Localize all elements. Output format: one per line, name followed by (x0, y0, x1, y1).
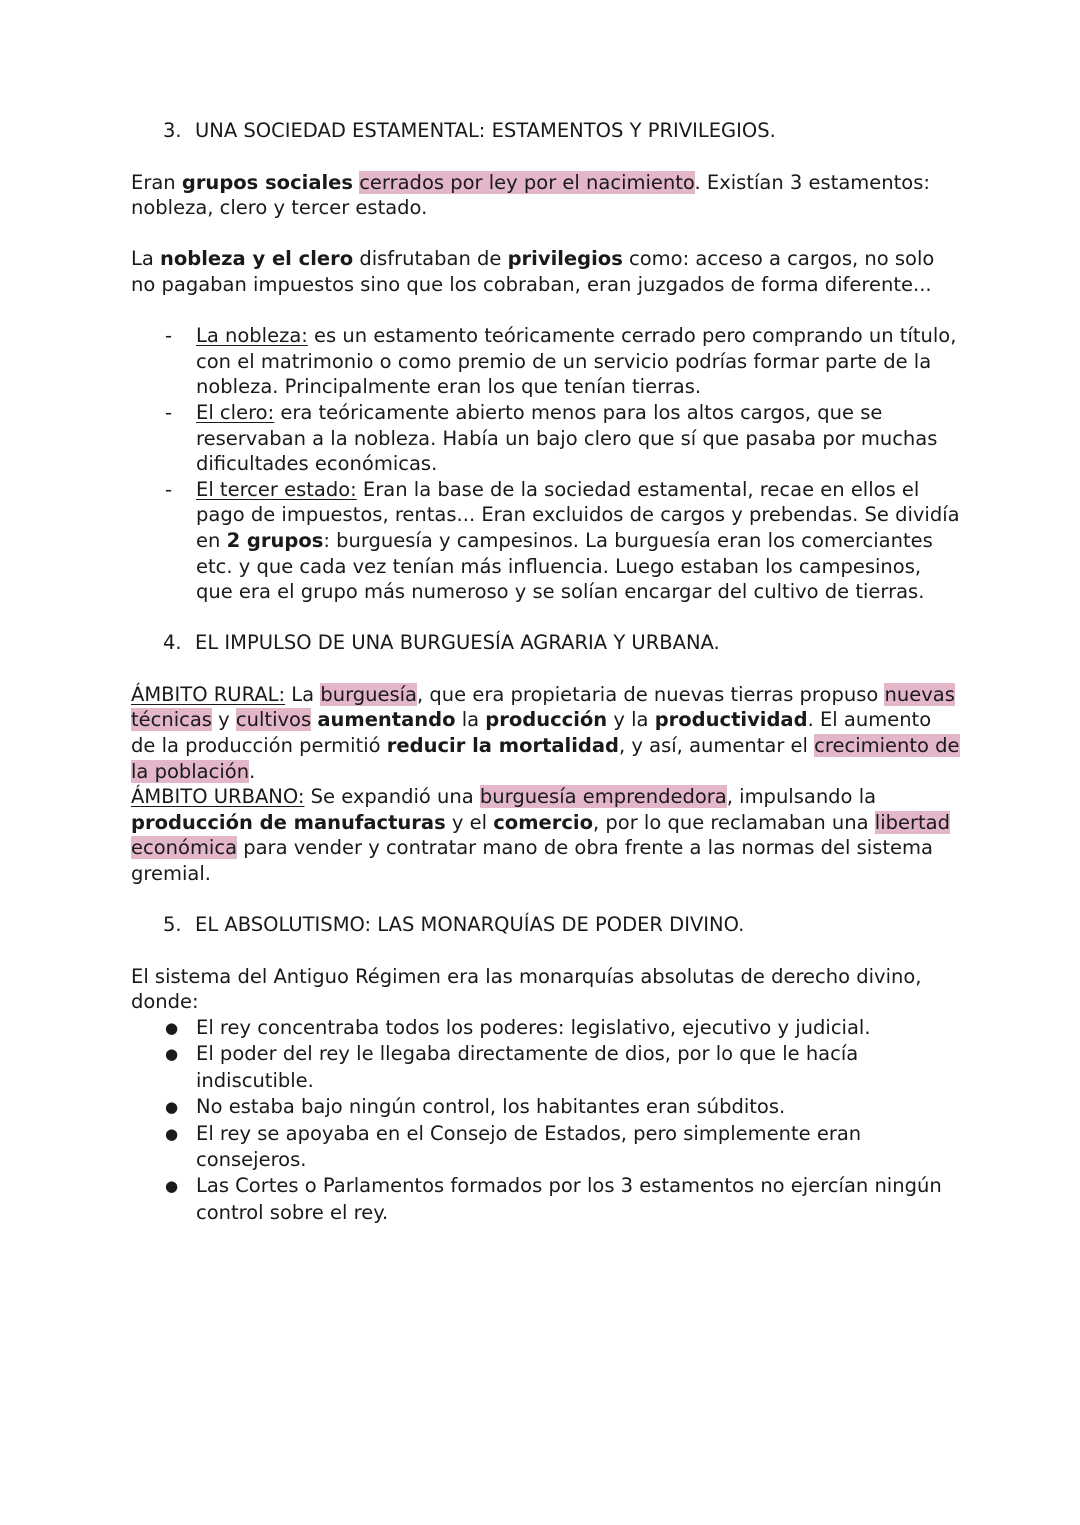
bullet-dot-icon: ● (165, 1019, 179, 1037)
ambito-label: ÁMBITO URBANO: (131, 785, 305, 809)
highlight: cultivos (235, 708, 312, 732)
section-title: UNA SOCIEDAD ESTAMENTAL: ESTAMENTOS Y PRIVILEGIOS. (195, 119, 776, 142)
highlight: cerrados por ley por el nacimiento (359, 170, 695, 194)
paragraph-estamentos: Eran grupos sociales cerrados por ley por el nacimiento. Existían 3 estamentos: nobleza, clero y tercer estado. (131, 170, 930, 220)
bold-term: privilegios (507, 247, 623, 271)
paragraph-ambito-urbano: ÁMBITO URBANO: Se expandió una burguesía emprendedora, impulsando la producción de manufacturas y el comercio, por lo que reclamaban una libertad económica para vender y contratar mano de obra frente a las normas del sistema gremial. (131, 785, 950, 886)
paragraph-privilegios: La nobleza y el clero disfrutaban de privilegios como: acceso a cargos, no solo no pagaban impuestos sino que los cobraban, eran juzgados de forma diferente... (131, 247, 935, 296)
section-3-heading (131, 118, 961, 144)
highlight: crecimiento de la población (131, 734, 960, 783)
list-item: ● No estaba bajo ningún control, los habitantes eran súbditos. (131, 1094, 961, 1120)
highlight: burguesía emprendedora (479, 785, 727, 809)
bullet-dot-icon: ● (165, 1124, 179, 1143)
list-item: ● El rey concentraba todos los poderes: legislativo, ejecutivo y judicial. (131, 1015, 961, 1041)
list-item-clero: - El clero: era teóricamente abierto menos para los altos cargos, que se reservaban a la nobleza. Había un bajo clero que sí que pasaba por muchas dificultades económicas. (165, 400, 938, 476)
bold-term: reducir la mortalidad (386, 734, 620, 758)
document-page (131, 118, 961, 1226)
section-number: 4. (163, 631, 182, 655)
absolutismo-list (131, 1015, 961, 1226)
bold-term: producción de manufacturas (131, 810, 446, 834)
dash-marker: - (165, 477, 173, 501)
highlight: libertad económica (131, 810, 950, 860)
bullet-dot-icon: ● (165, 1177, 179, 1196)
list-item-nobleza: - La nobleza: es un estamento teóricamente cerrado pero comprando un título, con el matrimonio o como premio de un servicio podrías formar parte de la nobleza. Principalmente eran los que tenían tierras. (165, 324, 957, 399)
bold-term: comercio (493, 810, 594, 834)
bold-term: producción (485, 708, 608, 732)
highlight: burguesía (320, 682, 417, 706)
paragraph-ambito-rural: ÁMBITO RURAL: La burguesía, que era propietaria de nuevas tierras propuso nuevas técnicas y cultivos aumentando la producción y la productividad. El aumento de la producción permitió reducir la mortalidad, y así, aumentar el crecimiento de la población. (131, 682, 960, 783)
item-label: La nobleza: (196, 324, 308, 348)
dash-marker: - (165, 400, 173, 424)
highlight: nuevas técnicas (131, 682, 955, 732)
item-label: El clero: (196, 400, 275, 424)
bold-term: nobleza y el clero (160, 247, 354, 271)
section-4-heading (131, 630, 961, 656)
section-title: EL ABSOLUTISMO: LAS MONARQUÍAS DE PODER DIVINO. (195, 913, 745, 937)
bold-term: grupos sociales (181, 170, 353, 194)
bold-term: aumentando (317, 708, 456, 732)
section-title: EL IMPULSO DE UNA BURGUESÍA AGRARIA Y URBANA. (195, 631, 720, 655)
section-number: 3. (163, 119, 182, 142)
item-label: El tercer estado: (196, 477, 357, 501)
bullet-dot-icon: ● (165, 1098, 179, 1117)
list-item: ● Las Cortes o Parlamentos formados por los 3 estamentos no ejercían ningún control sobre el rey. (165, 1174, 942, 1224)
bullet-dot-icon: ● (165, 1045, 179, 1064)
section-5-heading (131, 912, 961, 938)
section-number: 5. (163, 913, 182, 937)
list-item: ● El poder del rey le llegaba directamente de dios, por lo que le hacía indiscutible. (165, 1042, 859, 1092)
ambito-label: ÁMBITO RURAL: (131, 682, 286, 706)
bold-term: 2 grupos (226, 528, 324, 552)
dash-marker: - (165, 324, 173, 348)
paragraph-absolutismo-intro: El sistema del Antiguo Régimen era las monarquías absolutas de derecho divino, donde: (131, 964, 922, 1014)
estamentos-list (131, 323, 961, 605)
list-item: ● El rey se apoyaba en el Consejo de Estados, pero simplemente eran consejeros. (165, 1121, 862, 1172)
list-item-tercer-estado: - El tercer estado: Eran la base de la sociedad estamental, recae en ellos el pago de impuestos, rentas... Eran excluidos de cargos y prebendas. Se dividía en 2 grupos: burguesía y campesinos. La burguesía eran los comerciantes etc. y que cada vez tenían más influencia. Luego estaban los campesinos, que era el grupo más numeroso y se solían encargar del cultivo de tierras. (165, 477, 960, 604)
bold-term: productividad (654, 708, 808, 732)
